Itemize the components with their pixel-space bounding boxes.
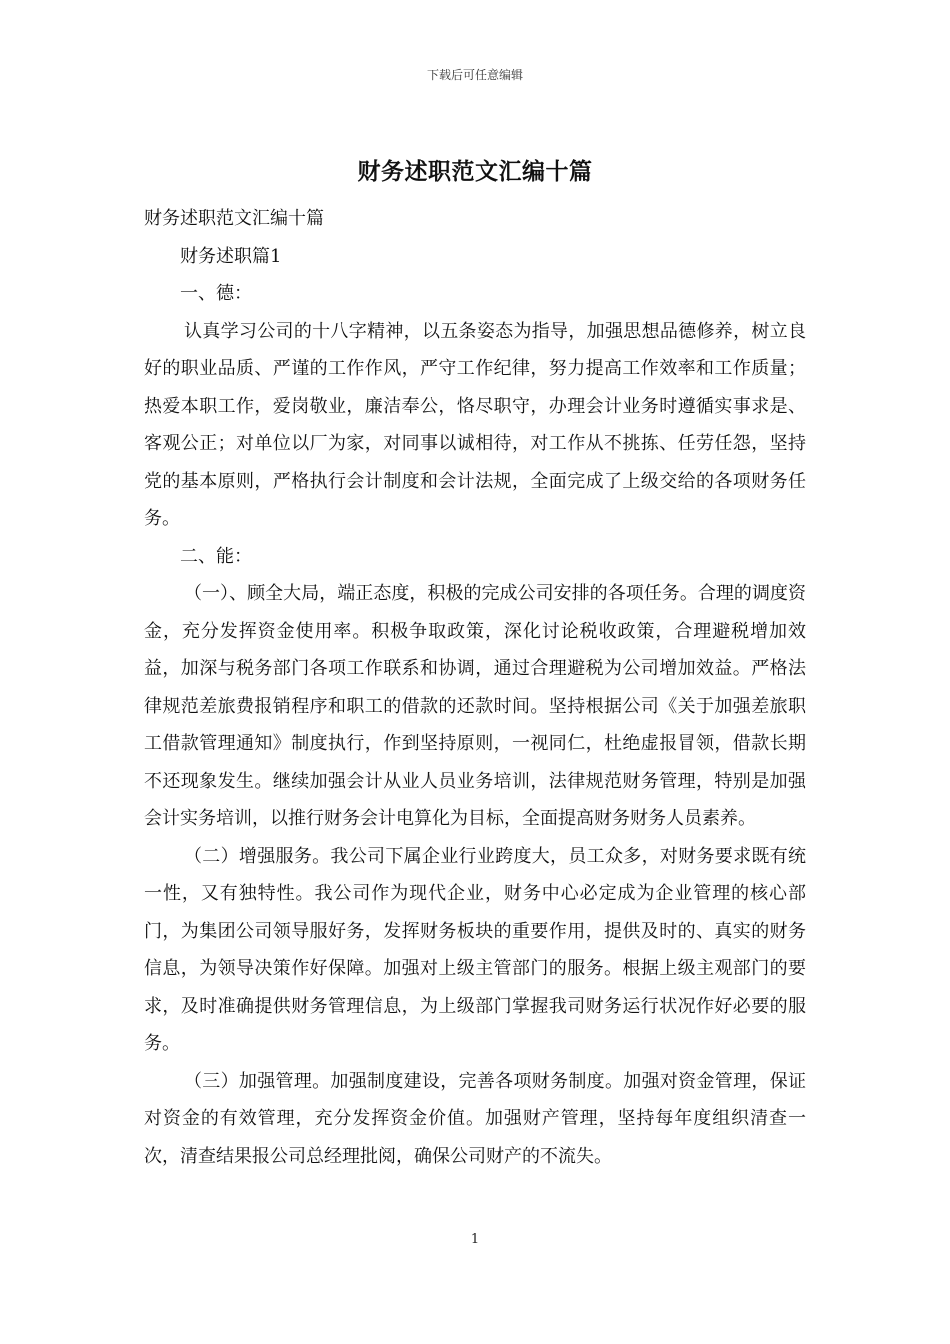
section-heading: 财务述职篇1: [180, 245, 282, 267]
subsection-heading: 一、德：: [180, 283, 252, 304]
body-paragraph: （一）、顾全大局，端正态度，积极的完成公司安排的各项任务。合理的调度资金，充分发挥资金使用率。积极争取政策，深化讨论税收政策，合理避税增加效益，加深与税务部门各项工作联系和协调，通过合理避税为公司增加效益。严格法律规范差旅费报销程序和职工的借款的还款时间。坚持根据公司《关于加强差旅职工借款管理通知》制度执行，作到坚持原则，一视同仁，杜绝虚报冒领，借款长期不还现象发生。继续加强会计从业人员业务培训，法律规范财务管理，特别是加强会计实务培训，以推行财务会计电算化为目标，全面提高财务财务人员素养。: [144, 583, 806, 829]
body-paragraph: （三）加强管理。加强制度建设，完善各项财务制度。加强对资金管理，保证对资金的有效管理，充分发挥资金价值。加强财产管理，坚持每年度组织清查一次，清查结果报公司总经理批阅，确保公司财产的不流失。: [144, 1070, 806, 1167]
body-paragraph: （二）增强服务。我公司下属企业行业跨度大，员工众多，对财务要求既有统一性，又有独特性。我公司作为现代企业，财务中心必定成为企业管理的核心部门，为集团公司领导服好务，发挥财务板块的重要作用，提供及时的、真实的财务信息，为领导决策作好保障。加强对上级主管部门的服务。根据上级主观部门的要求，及时准确提供财务管理信息，为上级部门掌握我司财务运行状况作好必要的服务。: [144, 845, 806, 1054]
body-paragraph: 认真学习公司的十八字精神，以五条姿态为指导，加强思想品德修养，树立良好的职业品质、严谨的工作作风，严守工作纪律，努力提高工作效率和工作质量；热爱本职工作，爱岗敬业，廉洁奉公，恪尽职守，办理会计业务时遵循实事求是、客观公正；对单位以厂为家，对同事以诚相待，对工作从不挑拣、任劳任怨，坚持党的基本原则，严格执行会计制度和会计法规，全面完成了上级交给的各项财务任务。: [144, 320, 806, 529]
page-header-note: 下载后可任意编辑: [426, 68, 523, 82]
page-number: 1: [470, 1232, 480, 1247]
document-body: [144, 200, 806, 1175]
subsection-heading: 二、能：: [180, 545, 252, 567]
subtitle-paragraph: 财务述职范文汇编十篇: [144, 208, 324, 229]
document-title: 财务述职范文汇编十篇: [357, 158, 593, 185]
